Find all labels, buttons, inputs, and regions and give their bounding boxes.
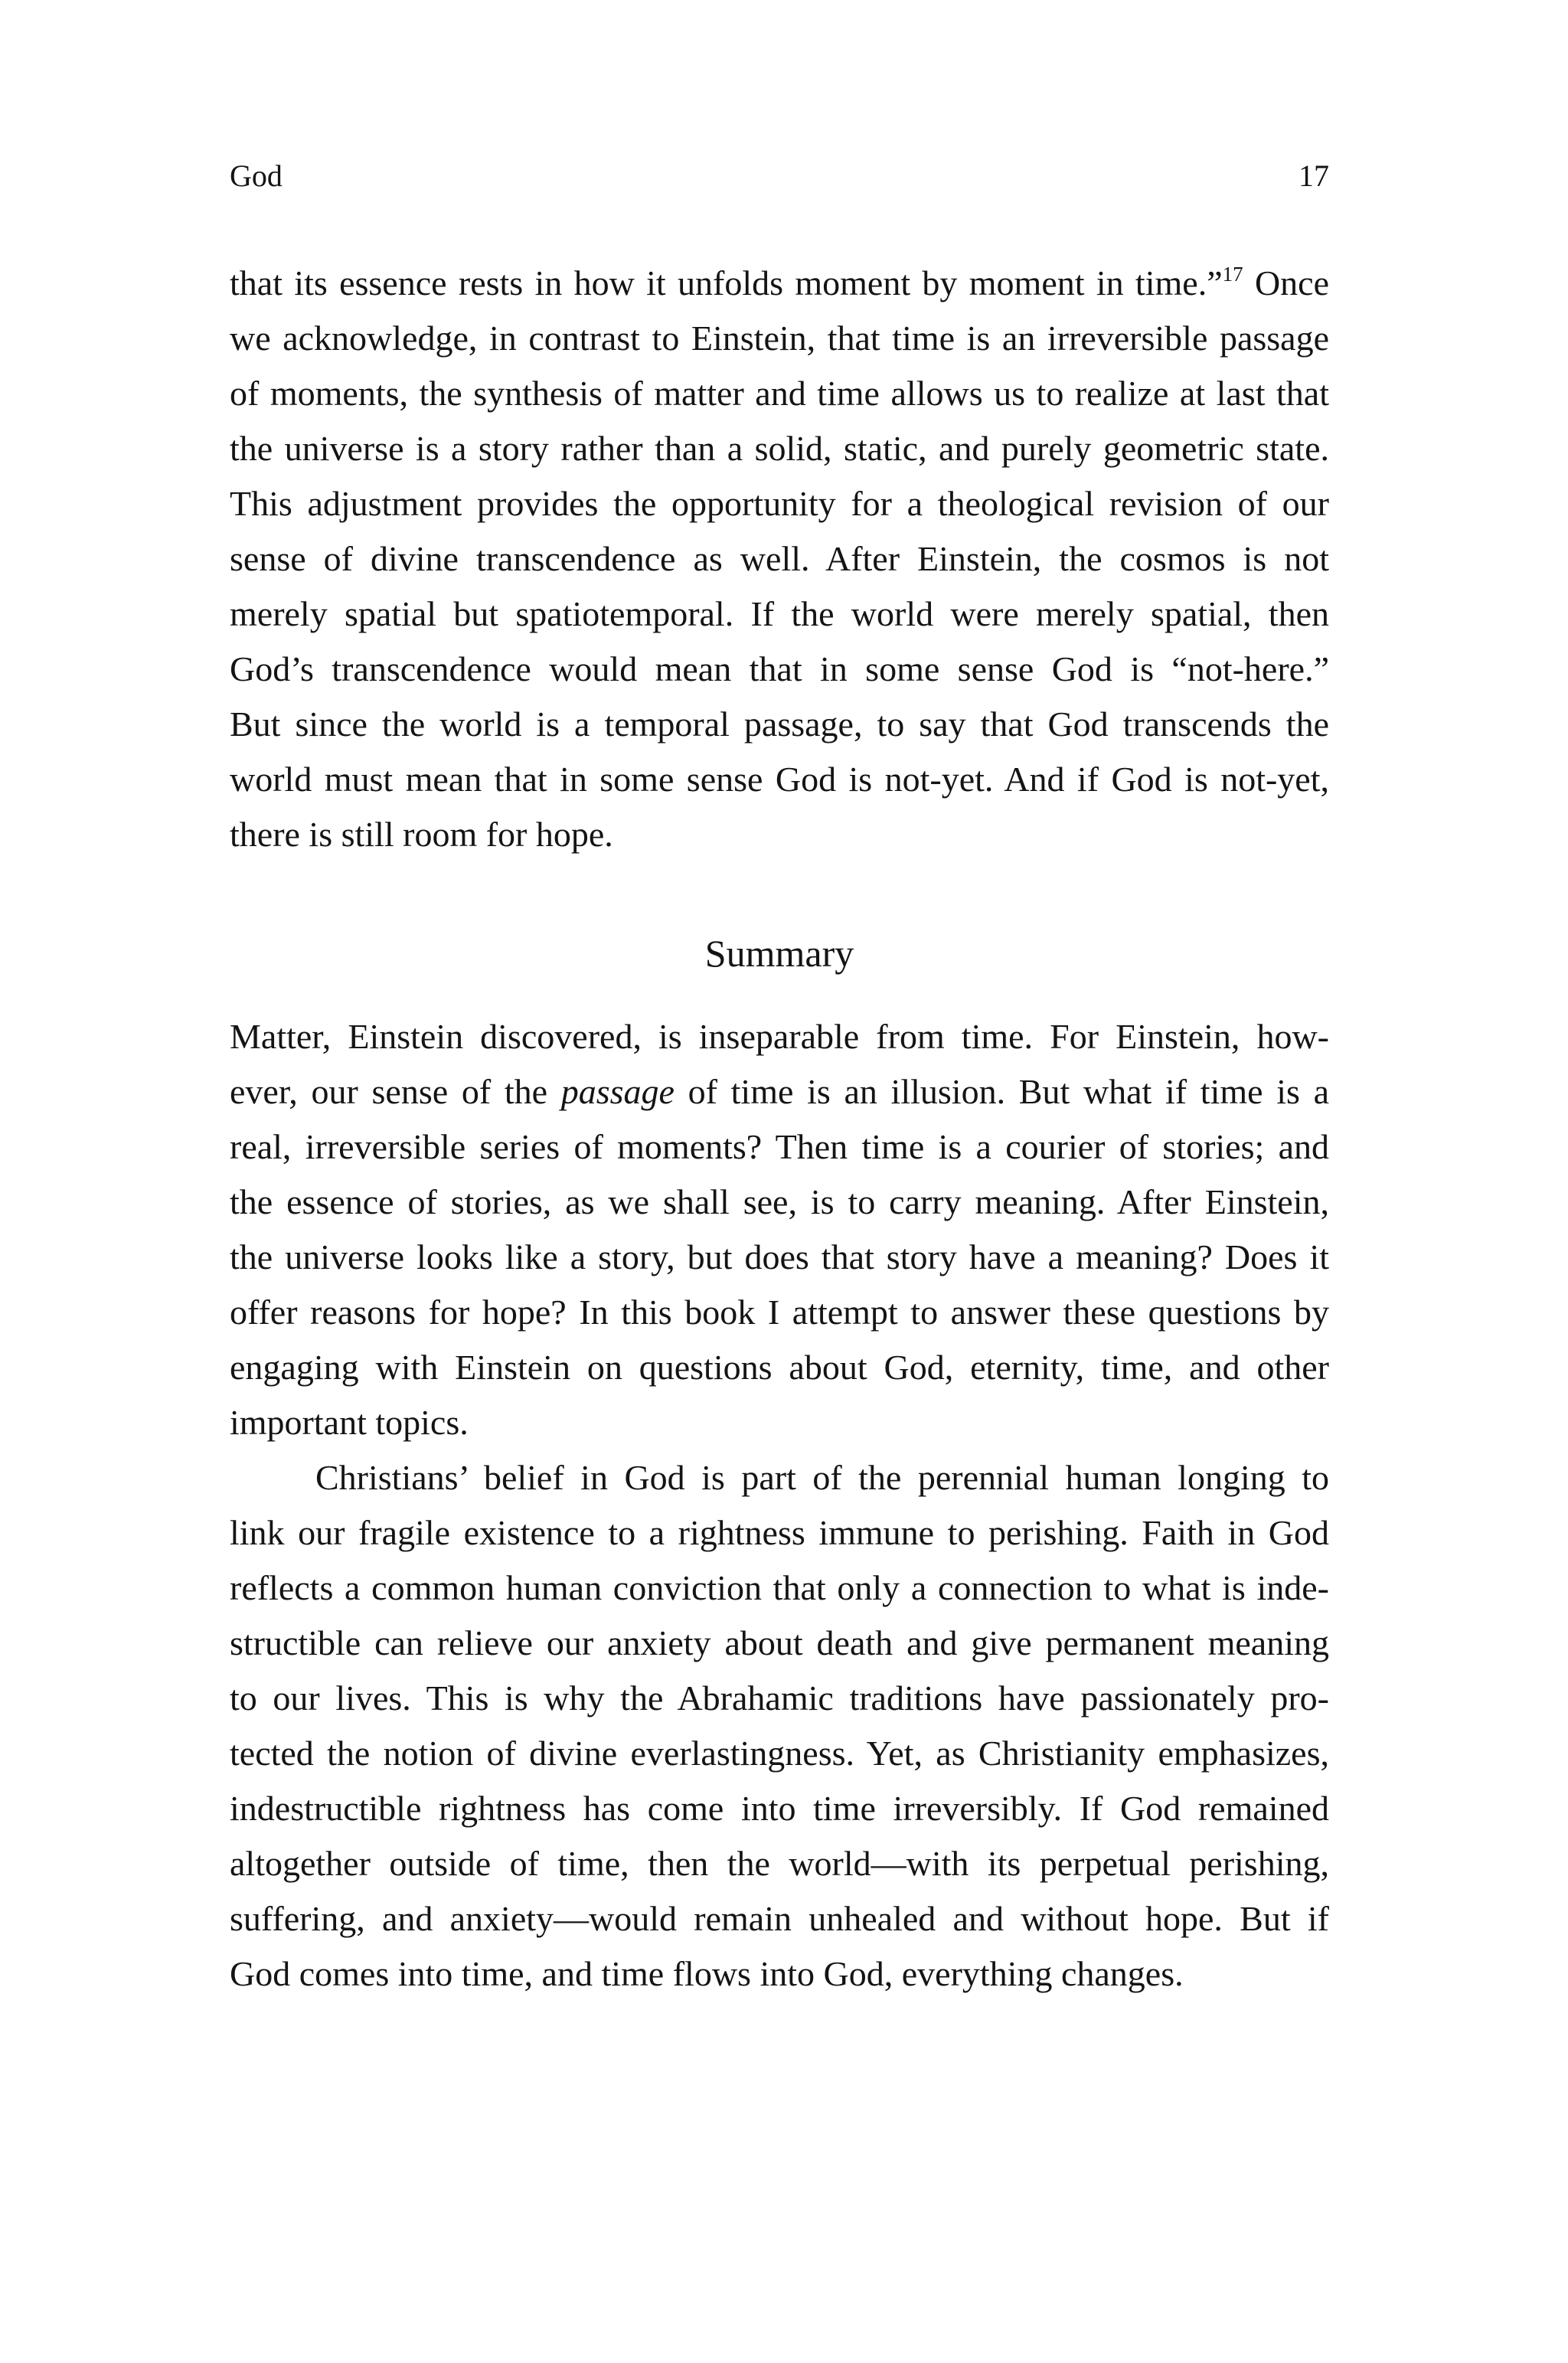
text-line: suffering, and anxiety—would remain unhealed and without hope. But if [230, 1899, 1329, 1938]
footnote-reference: 17 [1222, 263, 1243, 286]
text-line-segment: that its essence rests in how it unfolds moment by moment in time.” [230, 263, 1223, 302]
text-line: of moments, the synthesis of matter and time allows us to realize at last that [230, 374, 1329, 413]
text-line: link our fragile existence to a rightness immune to perishing. Faith in God [230, 1513, 1329, 1552]
text-line: offer reasons for hope? In this book I attempt to answer these questions by [230, 1293, 1329, 1332]
text-line: to our lives. This is why the Abrahamic traditions have passionately pro- [230, 1678, 1329, 1718]
text-line: indestructible rightness has come into time irreversibly. If God remained [230, 1789, 1329, 1828]
text-line: the universe is a story rather than a solid, static, and purely geometric state. [230, 429, 1329, 468]
text-line: there is still room for hope. [230, 815, 613, 854]
text-block-continuation [230, 256, 1329, 862]
text-line: This adjustment provides the opportunity for a theological revision of our [230, 484, 1329, 523]
text-line-segment: Once [1243, 263, 1329, 302]
text-line: God comes into time, and time flows into God, everything changes. [230, 1954, 1184, 1993]
text-line: reflects a common human conviction that only a connection to what is inde- [230, 1568, 1329, 1607]
text-line: merely spatial but spatiotemporal. If the world were merely spatial, then [230, 594, 1329, 633]
running-head-title: God [230, 159, 283, 193]
text-line-segment: ever, our sense of the [230, 1072, 561, 1111]
text-line: sense of divine transcendence as well. After Einstein, the cosmos is not [230, 539, 1329, 578]
summary-text-block [230, 1009, 1329, 2002]
text-line: important topics. [230, 1403, 469, 1442]
section-heading: Summary [704, 932, 854, 975]
text-line: structible can relieve our anxiety about death and give permanent meaning [230, 1623, 1329, 1662]
page-number: 17 [1298, 159, 1329, 193]
text-line: altogether outside of time, then the world—with its perpetual perishing, [230, 1844, 1329, 1883]
text-line [230, 256, 1329, 311]
text-line: we acknowledge, in contrast to Einstein, that time is an irreversible passage [230, 319, 1329, 358]
text-line: God’s transcendence would mean that in some sense God is “not-here.” [230, 649, 1329, 688]
text-line-segment: of time is an illusion. But what if time is a [674, 1072, 1330, 1111]
text-line: world must mean that in some sense God is not-yet. And if God is not-yet, [230, 760, 1329, 799]
italic-term: passage [560, 1072, 675, 1111]
running-head [230, 153, 1329, 199]
text-line [230, 1064, 1329, 1119]
text-line: the essence of stories, as we shall see, is to carry meaning. After Einstein, [230, 1182, 1329, 1221]
text-line: tected the notion of divine everlastingness. Yet, as Christianity emphasizes, [230, 1734, 1329, 1773]
text-line: engaging with Einstein on questions about God, eternity, time, and other [230, 1348, 1329, 1387]
text-line: the universe looks like a story, but does that story have a meaning? Does it [230, 1237, 1329, 1276]
text-line: But since the world is a temporal passage, to say that God transcends the [230, 704, 1329, 744]
text-line: Christians’ belief in God is part of the perennial human longing to [315, 1458, 1329, 1497]
text-line: real, irreversible series of moments? Then time is a courier of stories; and [230, 1127, 1329, 1166]
text-line: Matter, Einstein discovered, is inseparable from time. For Einstein, how- [230, 1017, 1329, 1056]
